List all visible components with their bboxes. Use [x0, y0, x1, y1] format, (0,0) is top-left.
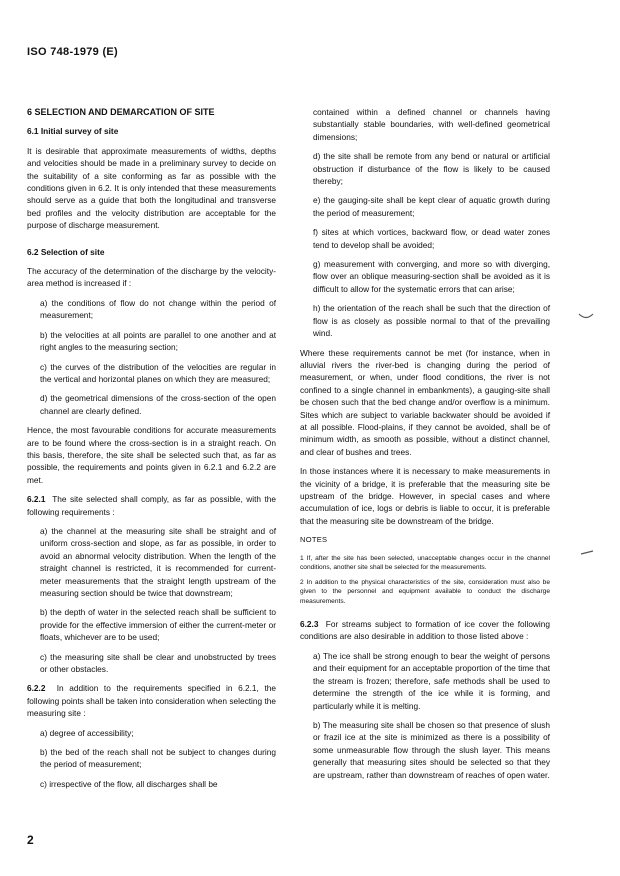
right-column — [300, 106, 550, 788]
list-item: a) The ice shall be strong enough to bear the weight of persons and their equipment for an acceptable proportion of the time that the stream is frozen; therefore, safe methods shall be used to determine the strength of the ice while it is forming, and particularly while it is melting. — [313, 650, 550, 711]
clause-number: 6.2.2 — [27, 683, 46, 694]
section-6-2-title: 6.2 Selection of site — [27, 246, 105, 257]
margin-mark — [578, 312, 594, 320]
list-item: b) the bed of the reach shall not be subject to changes during the period of measurement; — [40, 747, 276, 770]
paragraph: Hence, the most favourable conditions for accurate measurements are to be found where the cross-section is in a straight reach. On this basis, therefore, the site shall be selected such that, as far as possible, the requirements and points given in 6.2.1 and 6.2.2 are met. — [27, 425, 276, 485]
paragraph: The accuracy of the determination of the discharge by the velocity-area method is increased if : — [27, 266, 276, 289]
left-column — [27, 106, 276, 797]
paragraph: Where these requirements cannot be met (for instance, when in alluvial rivers the river-bed is changing during the period of measurement, or when, under flood conditions, the river is not confined to a single channel in embankments), a gauging-site shall be chosen such that the bed change and/or overflow is a minimum. Sites which are subject to variable backwater should be avoided if at all possible. Flood-plains, if they cannot be avoided, shall be of minimum width, as smooth as possible, without a distinct channel, and clear of bushes and trees. — [300, 347, 550, 457]
list-item: b) the depth of water in the selected reach shall be sufficient to provide for the effective immersion of either the current-meter or floats, whichever are to be used; — [40, 607, 276, 643]
paragraph: It is desirable that approximate measurements of widths, depths and velocities should be made in a preliminary survey to decide on the suitability of a site conforming as far as possible with the conditions given in 6.2. It is only intended that these measurements should serve as a guide that both the longitudinal and transverse bed profiles and the velocity distribution are acceptable for the purpose of discharge measurement. — [27, 145, 276, 231]
list-item: a) the channel at the measuring site shall be straight and of uniform cross-section and slope, as far as possible, in order to avoid an abnormal velocity distribution. When the length of the straight channel is restricted, it is recommended for current-meter measurements that the straight length upstream of the measuring section should be twice that downstream; — [40, 525, 276, 598]
clause-text: The site selected shall comply, as far as possible, with the following requirements : — [27, 494, 276, 517]
list-item: g) measurement with converging, and more so with diverging, flow over an oblique measuring-section shall be avoided as it is difficult to allow for the systematic errors that can arise; — [313, 259, 550, 294]
list-item: d) the site shall be remote from any bend or natural or artificial obstruction if disturbance of the flow is likely to be caused thereby; — [313, 151, 550, 187]
note: 1 If, after the site has been selected, unacceptable changes occur in the channel conditions, another site shall be selected for the measurements. — [300, 554, 550, 571]
section-6-1-title: 6.1 Initial survey of site — [27, 126, 119, 137]
paragraph-6-2-1 — [27, 493, 276, 518]
list-item: d) the geometrical dimensions of the cross-section of the open channel are clearly defined. — [40, 393, 276, 416]
paragraph-6-2-2 — [27, 682, 276, 719]
list-item: h) the orientation of the reach shall be such that the direction of flow is as closely as possible normal to that of the prevailing wind. — [313, 303, 550, 339]
clause-text: In addition to the requirements specified in 6.2.1, the following points shall be taken into consideration when selecting the measuring site : — [27, 683, 276, 719]
section-6-title: 6 SELECTION AND DEMARCATION OF SITE — [27, 107, 215, 117]
note: 2 In addition to the physical characteristics of the site, consideration must also be given to the personnel and equipment available to conduct the discharge measurements. — [300, 579, 550, 605]
clause-text: For streams subject to formation of ice cover the following conditions are also desirable in addition to those listed above : — [300, 619, 550, 642]
clause-number: 6.2.3 — [300, 619, 319, 630]
margin-mark — [580, 549, 594, 557]
list-item: e) the gauging-site shall be kept clear of aquatic growth during the period of measurement; — [313, 195, 550, 218]
paragraph: In those instances where it is necessary to make measurements in the vicinity of a bridge, it is preferable that the measuring site be upstream of the bridge. However, in special cases and where accumulation of ice, logs or debris is liable to occur, it is preferable that the measuring site be downstream of the bridge. — [300, 466, 550, 526]
list-item: b) The measuring site shall be chosen so that presence of slush or frazil ice at the site is minimized as there is a possibility of some unmeasurable flow through the slush layer. This means generally that measuring sites should be selected so that they are upstream, rather than downstream of reaches of open water. — [313, 719, 550, 780]
list-item: c) irrespective of the flow, all discharges shall be — [40, 778, 218, 789]
clause-number: 6.2.1 — [27, 494, 46, 505]
list-item-continuation: contained within a defined channel or channels having substantially stable boundaries, with well-defined geometrical dimensions; — [313, 107, 550, 142]
paragraph-6-2-3 — [300, 618, 550, 643]
list-item: a) degree of accessibility; — [40, 727, 134, 738]
document-header: ISO 748-1979 (E) — [27, 46, 119, 58]
list-item: c) the curves of the distribution of the velocities are regular in the vertical and horizontal planes on which they are measured; — [40, 361, 276, 384]
list-item: f) sites at which vortices, backward flow, or dead water zones tend to develop shall be avoided; — [313, 227, 550, 250]
notes-title: NOTES — [300, 535, 328, 545]
page-number: 2 — [27, 833, 34, 847]
list-item: a) the conditions of flow do not change within the period of measurement; — [40, 297, 276, 321]
list-item: b) the velocities at all points are parallel to one another and at right angles to the measuring section; — [40, 329, 276, 353]
list-item: c) the measuring site shall be clear and unobstructed by trees or other obstacles. — [40, 651, 276, 675]
